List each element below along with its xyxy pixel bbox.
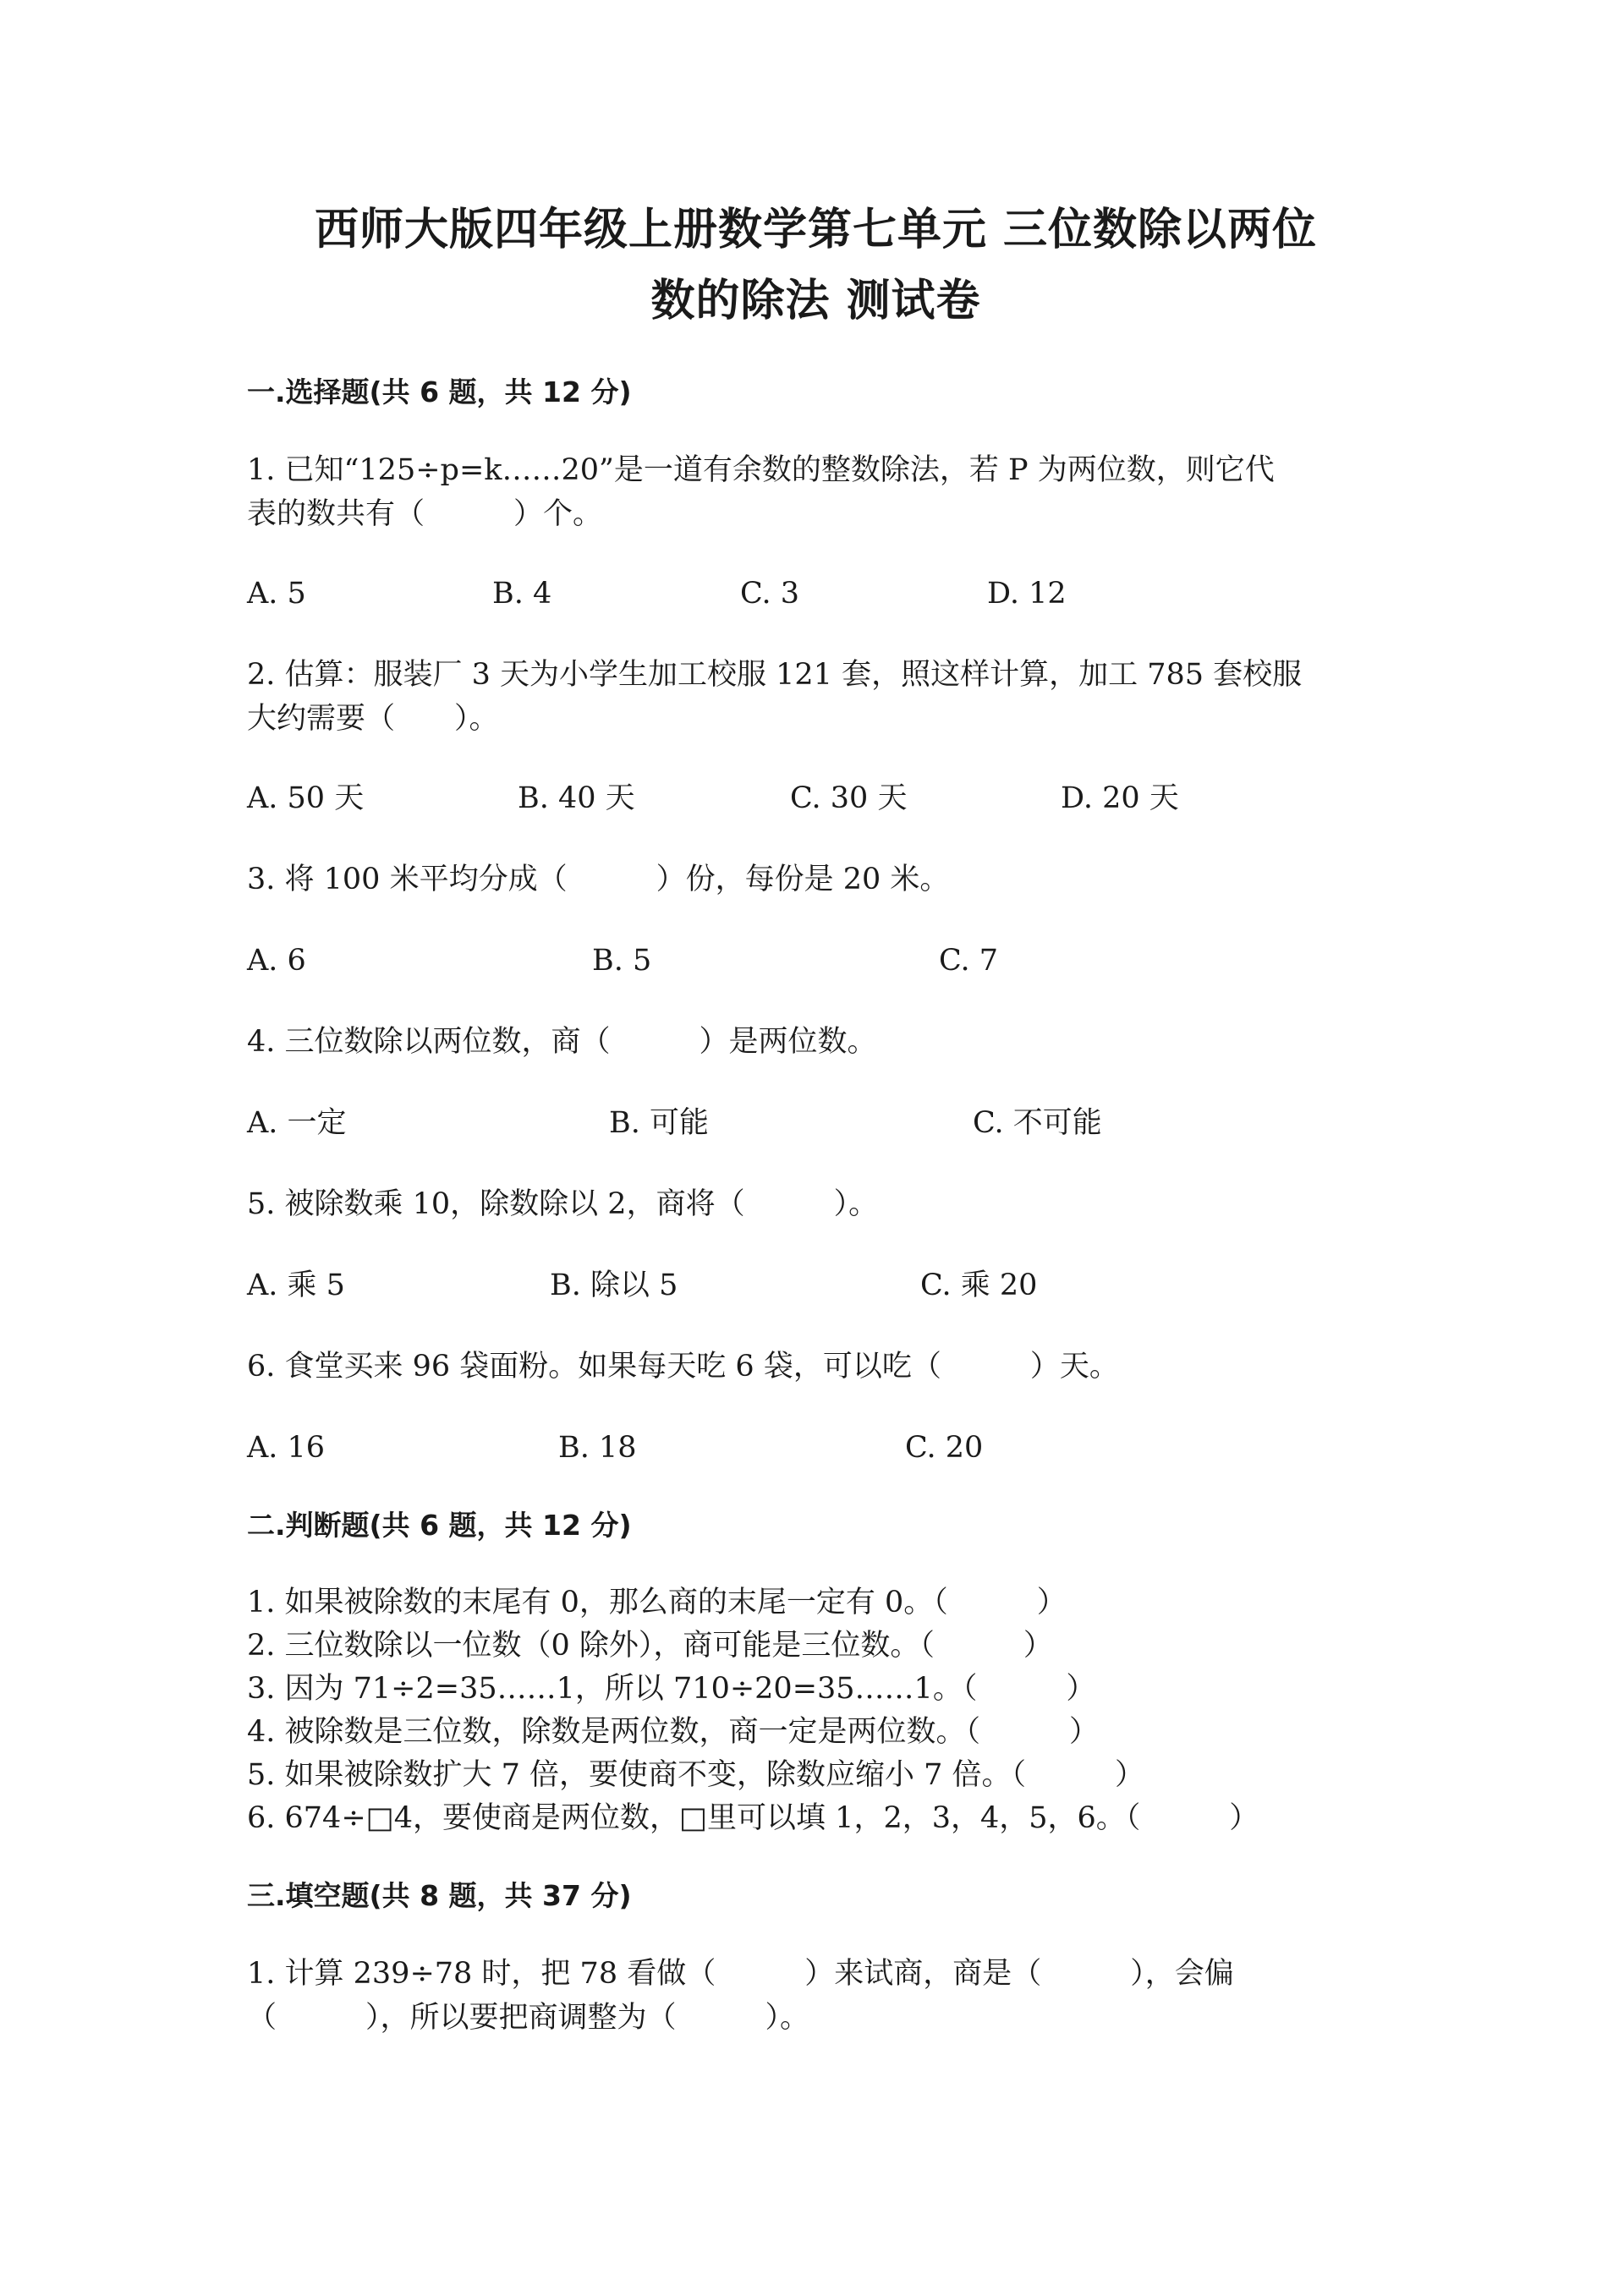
option-b: B. 4 [492,577,552,611]
choice-question-6 [247,1345,1385,1389]
question-stem: 1. 已知“125÷p=k……20”是一道有余数的整数除法，若 P 为两位数，则它代 [247,453,1275,487]
question-stem: 1. 计算 239÷78 时，把 78 看做（ ）来试商，商是（ ），会偏 [247,1957,1234,1991]
choice-options-6 [247,1426,1385,1470]
option-b: B. 5 [592,944,652,978]
choice-options-1 [247,572,1385,616]
judge-item: 4. 被除数是三位数，除数是两位数，商一定是两位数。（ ） [247,1715,1100,1749]
option-a: A. 一定 [247,1106,347,1140]
option-b: B. 18 [558,1431,637,1465]
choice-options-2 [247,776,1385,820]
option-c: C. 30 天 [790,781,908,815]
judge-item: 3. 因为 71÷2=35……1，所以 710÷20=35……1。（ ） [247,1672,1096,1706]
judge-item: 1. 如果被除数的末尾有 0，那么商的末尾一定有 0。（ ） [247,1586,1067,1619]
option-a: A. 6 [247,944,306,978]
option-a: A. 50 天 [247,781,365,815]
section-heading-judge: 二.判断题(共 6 题，共 12 分) [247,1509,632,1542]
choice-question-3 [247,858,1385,901]
choice-options-5 [247,1263,1385,1307]
option-a: A. 16 [247,1431,326,1465]
choice-options-4 [247,1101,1385,1145]
exam-page [247,195,1385,2040]
question-stem: 5. 被除数乘 10，除数除以 2，商将（ ）。 [247,1187,879,1221]
judge-item: 6. 674÷□4，要使商是两位数，□里可以填 1，2，3，4，5，6。（ ） [247,1801,1259,1835]
question-stem: 大约需要（ ）。 [247,702,499,736]
judge-item: 2. 三位数除以一位数（0 除外），商可能是三位数。（ ） [247,1629,1053,1663]
choice-question-4 [247,1020,1385,1064]
choice-options-3 [247,939,1385,983]
option-c: C. 7 [939,944,999,978]
option-c: C. 20 [905,1431,984,1465]
question-stem: 4. 三位数除以两位数，商（ ）是两位数。 [247,1025,877,1059]
choice-question-2 [247,653,1385,741]
question-stem: 6. 食堂买来 96 袋面粉。如果每天吃 6 袋，可以吃（ ）天。 [247,1350,1119,1384]
option-b: B. 除以 5 [550,1269,678,1302]
judge-item: 5. 如果被除数扩大 7 倍，要使商不变，除数应缩小 7 倍。（ ） [247,1758,1145,1792]
option-a: A. 乘 5 [247,1269,345,1302]
option-d: D. 12 [987,577,1067,611]
option-c: C. 3 [740,577,800,611]
fill-question-1 [247,1952,1385,2040]
title-line-2: 数的除法 测试卷 [650,276,981,326]
question-stem: 2. 估算：服装厂 3 天为小学生加工校服 121 套，照这样计算，加工 785 套校服 [247,658,1303,692]
question-stem: 表的数共有（ ）个。 [247,497,603,531]
title-line-1: 西师大版四年级上册数学第七单元 三位数除以两位 [314,205,1318,255]
option-b: B. 可能 [609,1106,709,1140]
question-stem: 3. 将 100 米平均分成（ ）份，每份是 20 米。 [247,863,950,896]
option-b: B. 40 天 [518,781,635,815]
option-c: C. 乘 20 [920,1269,1038,1302]
option-d: D. 20 天 [1061,781,1179,815]
judge-list [247,1581,1385,1840]
choice-question-5 [247,1182,1385,1226]
section-heading-fill: 三.填空题(共 8 题，共 37 分) [247,1879,632,1912]
section-heading-choice: 一.选择题(共 6 题，共 12 分) [247,375,632,408]
question-stem: （ ），所以要把商调整为（ ）。 [247,2001,810,2035]
choice-question-1 [247,448,1385,536]
page-title [247,195,1385,337]
option-c: C. 不可能 [973,1106,1102,1140]
option-a: A. 5 [247,577,306,611]
